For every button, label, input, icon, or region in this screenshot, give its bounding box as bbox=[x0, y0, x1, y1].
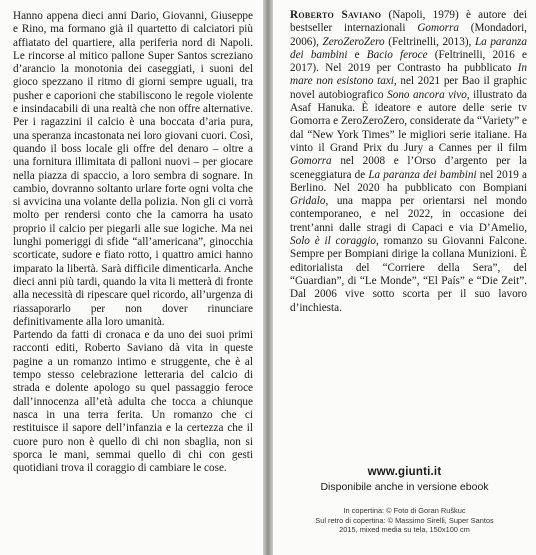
bio-text: (Mondadori, 2006), bbox=[290, 22, 527, 48]
book-title: Solo è il coraggio bbox=[290, 235, 376, 248]
bio-text: nel 2019 a Berlino. Nel 2020 ha pubblicato con Bompiani bbox=[290, 168, 527, 194]
book-title: Sono ancora vivo bbox=[387, 88, 467, 101]
left-flap bbox=[0, 0, 263, 555]
bio-text: , illustrato da Asaf Hanuka. È ideatore e autore delle serie tv Gomorra e ZeroZeroZero, considerate da “Variety” e dal “New York Times” le migliori serie italiane. Ha vinto il Grand Prix du Jury a Cannes per il film bbox=[290, 88, 528, 154]
right-flap bbox=[273, 0, 536, 555]
bio-text: nel 2008 e l’Orso d’argento per la sceneggiatura de bbox=[290, 155, 527, 181]
bio-text: , una mappa per orientarsi nel mondo contemporaneo, e nel 2022, in occasione dei trent’anni dalle stragi di Capaci e via D’Amelio, bbox=[290, 195, 527, 234]
book-title: Gomorra bbox=[290, 155, 332, 168]
author-bio bbox=[290, 9, 527, 315]
credit-line: 2015, mixed media su tela, 150x100 cm bbox=[339, 525, 470, 535]
credit-line: In copertina: © Foto di Goran Ruškuc bbox=[343, 506, 466, 515]
credit-line: Sul retro di copertina: © Massimo Sirelli, Super Santos bbox=[315, 515, 494, 525]
book-title: Gomorra bbox=[417, 22, 459, 35]
synopsis-paragraph: Hanno appena dieci anni Dario, Giovanni, Giuseppe e Rino, ma formano già il quartetto di calciatori più affiatato del quartiere, alla periferia nord di Napoli. Le rincorse al mitico pallone Super Santos screziano d’arancio la monotonia dei caseggiati, i suoni del gioco spezzano il ritmo di giorni sempre uguali, tra pusher e caporioni che stabiliscono le regole violente e insindacabili di una realtà che non offre alternative. Per i ragazzini il calcio è una boccata d’aria pura, una speranza incastonata nei loro giovani cuori. Così, quando il boss locale gli offre del denaro – oltre a una fornitura illimitata di palloni nuovi – per giocare nella piazza di spaccio, a loro sembra di sognare. In cambio, dovranno soltanto urlare forte ogni volta che si avvicina una volante della polizia. Non gli ci vorrà molto per rendersi conto che la camorra ha usato proprio il calcio per piegarli alle sue logiche. Ma nei lunghi pomeriggi di sfide “all’americana”, ginocchia scorticate, sudore e fiato rotto, i quattro amici hanno imparato la libertà. Sarà difficile dimenticarla. Anche dieci anni più tardi, quando la vita li metterà di fronte alla necessità di ripescare quel ricordo, all’urgenza di riassaporarlo per non dover rinunciare definitivamente alla loro umanità. bbox=[13, 10, 253, 328]
bio-text: e bbox=[347, 48, 367, 61]
bio-text: , romanzo su Giovanni Falcone. Sempre per Bompiani dirige la collana Munizioni. È editorialista del “Corriere della Sera”, del “Guardian”, di “Le Monde”, “El País” e “Die Zeit”. Dal 2006 vive sotto scorta per il suo lavoro d’inchiesta. bbox=[290, 235, 527, 314]
bio-text: (Napoli, 1979) è autore dei bestseller internazionali bbox=[290, 9, 527, 35]
book-title: La paranza dei bambini bbox=[290, 35, 528, 61]
book-fold bbox=[263, 0, 273, 555]
bio-text: , nel 2021 per Bao il graphic novel autobiografico bbox=[290, 75, 527, 101]
book-title: ZeroZeroZero bbox=[322, 35, 385, 48]
book-title: In mare non esistono taxi bbox=[290, 62, 527, 88]
author-name: Roberto Saviano bbox=[290, 9, 382, 21]
cover-credits bbox=[273, 506, 536, 535]
book-title: Bacio feroce bbox=[366, 48, 428, 61]
publisher-website: www.giunti.it bbox=[367, 466, 442, 478]
book-title: La paranza dei bambini bbox=[368, 168, 477, 181]
ebook-note: Disponibile anche in versione ebook bbox=[320, 481, 489, 493]
publisher-block bbox=[273, 466, 536, 493]
synopsis-paragraph: Partendo da fatti di cronaca e da uno dei suoi primi racconti editi, Roberto Saviano dà vita in queste pagine a un romanzo intimo e struggente, che è al tempo stesso celebrazione letteraria del calcio di strada e dolente apologo su quel passaggio feroce dall’innocenza all’età adulta che tocca a chiunque nasca in una terra ferita. Un romanzo che ci restituisce il sapore dell’infanzia e la certezza che il cuore puro non è quello di chi non sbaglia, non si sporca le mani, semmai quello di chi con gesti quotidiani trova il coraggio di cambiare le cose. bbox=[13, 329, 253, 475]
bio-text: (Feltrinelli, 2013), bbox=[384, 35, 475, 48]
book-title: Gridalo bbox=[290, 195, 326, 208]
bio-text: (Feltrinelli, 2016 e 2017). Nel 2019 per Contrasto ha pubblicato bbox=[290, 48, 527, 75]
